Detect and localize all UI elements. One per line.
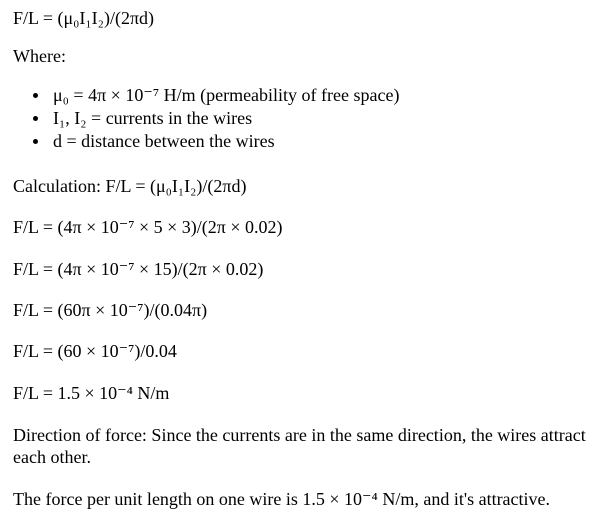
- bullet-icon: [33, 139, 38, 144]
- definition-text: d = distance between the wires: [53, 131, 275, 151]
- bullet-icon: [33, 116, 38, 121]
- calculation-step: F/L = (60 × 10⁻⁷)/0.04: [13, 341, 177, 361]
- definition-item: [13, 84, 399, 107]
- calculation-label: Calculation: F/L = (μ₀I₁I₂)/(2πd): [13, 176, 247, 196]
- bullet-icon: [33, 93, 38, 98]
- calculation-step: F/L = (4π × 10⁻⁷ × 5 × 3)/(2π × 0.02): [13, 217, 283, 237]
- calculation-result: F/L = 1.5 × 10⁻⁴ N/m: [13, 383, 170, 403]
- definition-item: [13, 107, 399, 130]
- definition-text: I₁, I₂ = currents in the wires: [53, 108, 253, 128]
- definition-text: μ₀ = 4π × 10⁻⁷ H/m (permeability of free space): [53, 85, 400, 105]
- calculation-step: F/L = (4π × 10⁻⁷ × 15)/(2π × 0.02): [13, 259, 264, 279]
- direction-paragraph: Direction of force: Since the currents are in the same direction, the wires attract each other.: [13, 425, 586, 467]
- calculation-step: F/L = (60π × 10⁻⁷)/(0.04π): [13, 300, 208, 320]
- definition-item: [13, 130, 399, 153]
- where-label: Where:: [13, 46, 66, 66]
- definitions-list: [13, 84, 399, 153]
- conclusion-paragraph: The force per unit length on one wire is 1.5 × 10⁻⁴ N/m, and it's attractive.: [13, 489, 551, 509]
- formula-line: F/L = (μ₀I₁I₂)/(2πd): [13, 8, 155, 28]
